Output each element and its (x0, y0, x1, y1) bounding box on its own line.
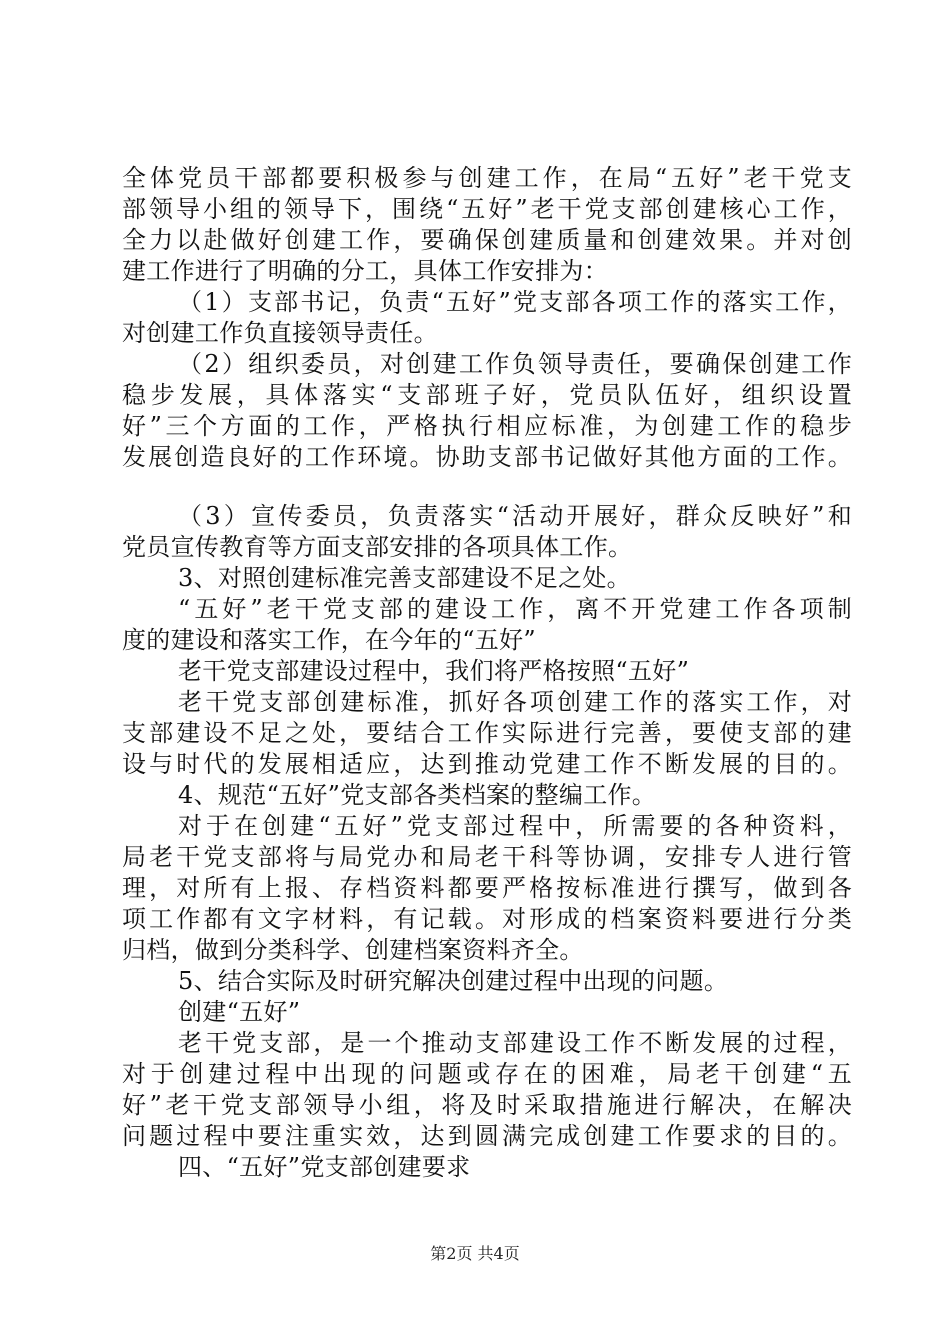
text-line: 局老干党支部将与局党办和局老干科等协调，安排专人进行管 (122, 843, 852, 871)
text-line: 党员宣传教育等方面支部安排的各项具体工作。 (122, 533, 633, 561)
text-line: 全力以赴做好创建工作，要确保创建质量和创建效果。并对创 (122, 226, 852, 254)
text-line: 理，对所有上报、存档资料都要严格按标准进行撰写，做到各 (122, 874, 852, 902)
text-line: 部领导小组的领导下，围绕“五好”老干党支部创建核心工作， (122, 195, 852, 223)
text-line: 3、对照创建标准完善支部建设不足之处。 (178, 564, 631, 592)
text-line: 发展创造良好的工作环境。协助支部书记做好其他方面的工作。 (122, 443, 852, 471)
text-line: （1）支部书记，负责“五好”党支部各项工作的落实工作， (178, 288, 852, 316)
text-line: 对创建工作负直接领导责任。 (122, 319, 438, 347)
text-line: 项工作都有文字材料，有记载。对形成的档案资料要进行分类 (122, 905, 852, 933)
text-line: 全体党员干部都要积极参与创建工作，在局“五好”老干党支 (122, 164, 852, 192)
text-line: 老干党支部建设过程中，我们将严格按照“五好” (178, 657, 690, 685)
text-line: 度的建设和落实工作，在今年的“五好” (122, 626, 536, 654)
page-number-label: 第2页 共4页 (430, 1244, 520, 1263)
text-line: 稳步发展，具体落实“支部班子好，党员队伍好，组织设置 (122, 381, 852, 409)
text-line: 5、结合实际及时研究解决创建过程中出现的问题。 (178, 967, 729, 995)
paragraph-gap (122, 473, 852, 501)
text-line: 4、规范“五好”党支部各类档案的整编工作。 (178, 781, 657, 809)
page-footer (0, 1244, 950, 1264)
text-line: 好”三个方面的工作，严格执行相应标准，为创建工作的稳步 (122, 412, 852, 440)
text-line: 老干党支部，是一个推动支部建设工作不断发展的过程， (178, 1029, 852, 1057)
text-line: 归档，做到分类科学、创建档案资料齐全。 (122, 936, 584, 964)
text-line: 老干党支部创建标准，抓好各项创建工作的落实工作，对 (178, 688, 852, 716)
text-line: 设与时代的发展相适应，达到推动党建工作不断发展的目的。 (122, 750, 852, 778)
text-line: “五好”老干党支部的建设工作，离不开党建工作各项制 (178, 595, 852, 623)
text-line: 对于在创建“五好”党支部过程中，所需要的各种资料， (178, 812, 852, 840)
text-line: （3）宣传委员，负责落实“活动开展好，群众反映好”和 (178, 502, 852, 530)
text-line: （2）组织委员，对创建工作负领导责任，要确保创建工作 (178, 350, 852, 378)
text-line: 好”老干党支部领导小组，将及时采取措施进行解决，在解决 (122, 1091, 852, 1119)
text-line: 创建“五好” (178, 998, 301, 1026)
document-body (122, 163, 852, 1183)
section-heading: 四、“五好”党支部创建要求 (178, 1153, 471, 1181)
text-line: 对于创建过程中出现的问题或存在的困难，局老干创建“五 (122, 1060, 852, 1088)
text-line: 建工作进行了明确的分工，具体工作安排为： (122, 257, 608, 285)
text-line: 支部建设不足之处，要结合工作实际进行完善，要使支部的建 (122, 719, 852, 747)
text-line: 问题过程中要注重实效，达到圆满完成创建工作要求的目的。 (122, 1122, 852, 1150)
